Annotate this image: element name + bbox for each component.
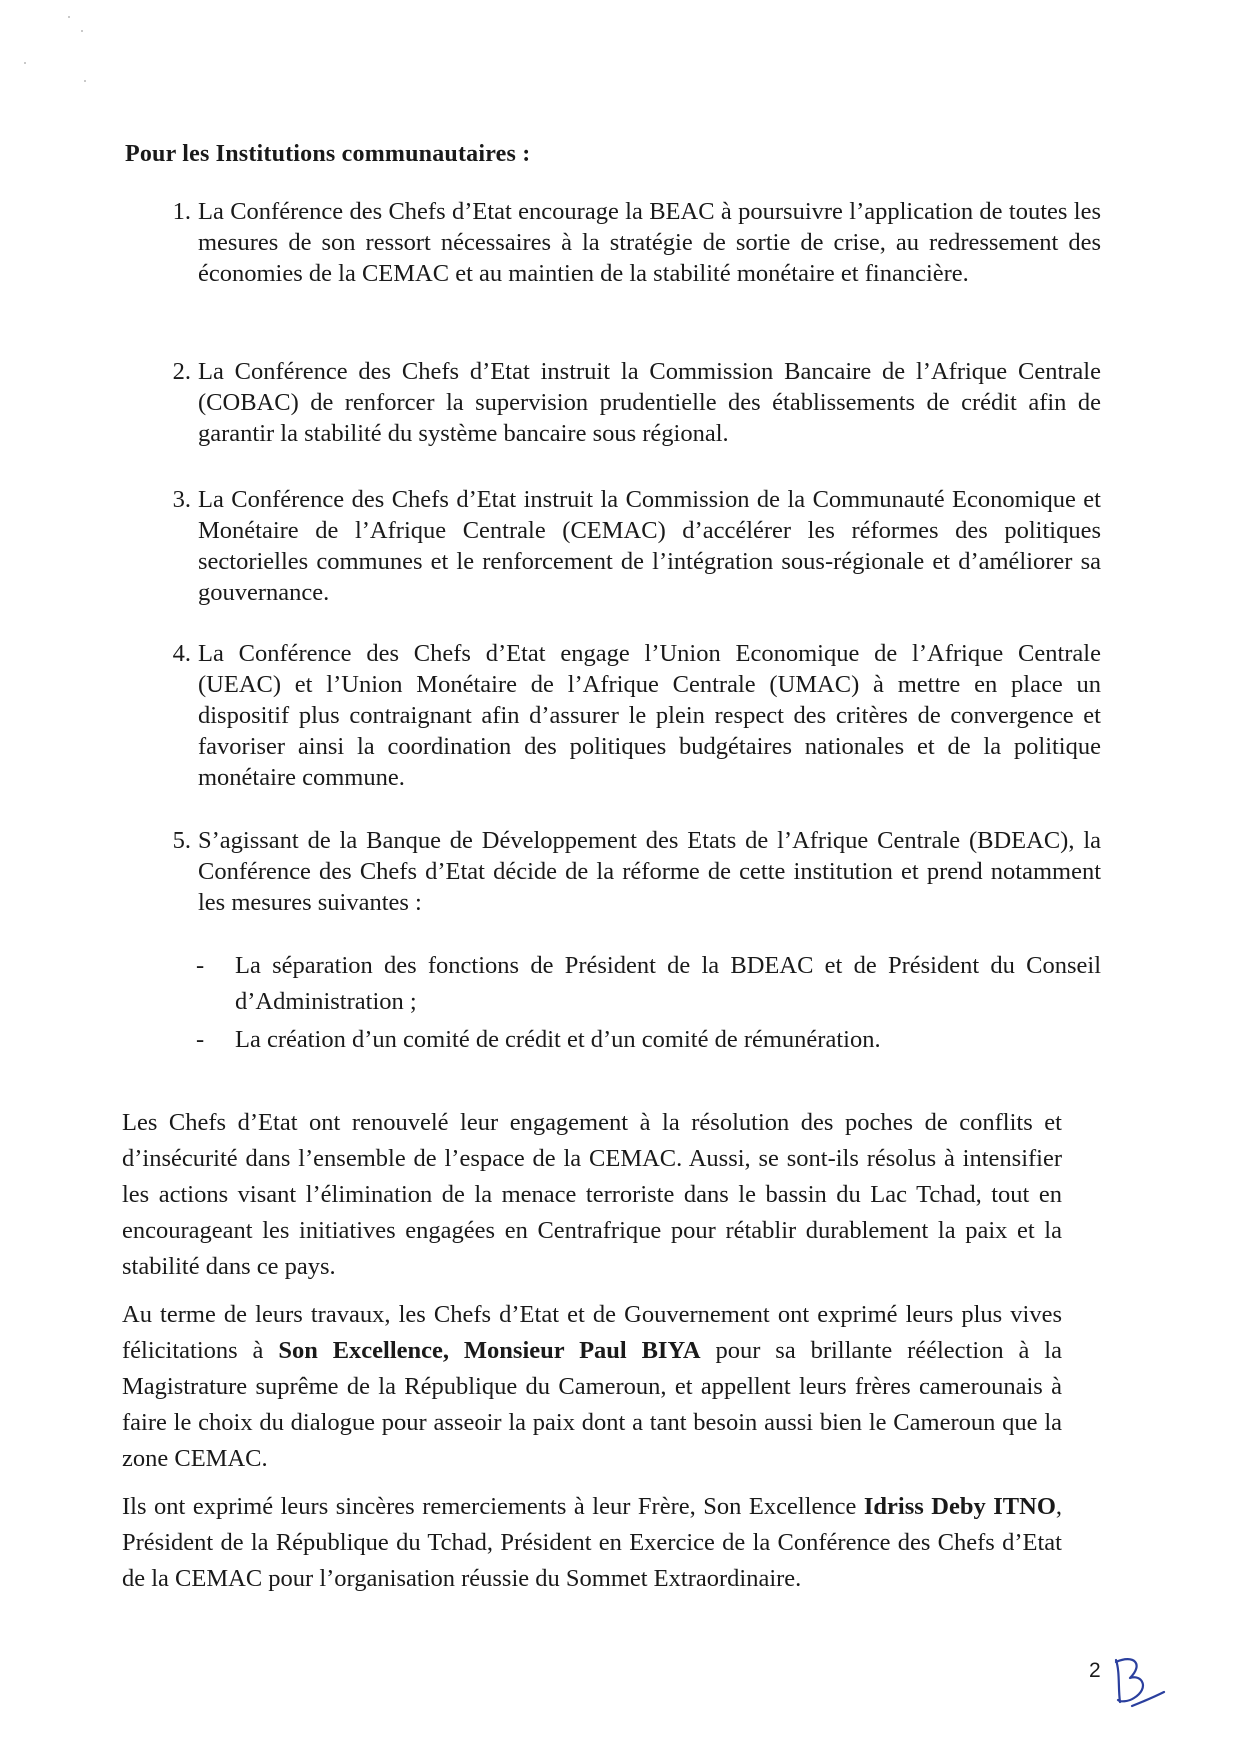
item-number: 3. bbox=[172, 486, 191, 513]
section-heading: Pour les Institutions communautaires : bbox=[125, 141, 531, 167]
item-number: 1. bbox=[172, 198, 191, 225]
paragraph-congratulations bbox=[122, 1297, 1062, 1477]
scan-speck bbox=[84, 80, 86, 82]
paragraph-thanks bbox=[122, 1489, 1062, 1597]
sub-item-1 bbox=[196, 948, 1101, 1020]
paragraph-text: Au terme de leurs travaux, les Chefs d’Etat et de Gouvernement ont exprimé leurs plus vives félicitations à bbox=[122, 1301, 1062, 1364]
numbered-item-3 bbox=[172, 484, 1101, 608]
paragraph-security: Les Chefs d’Etat ont renouvelé leur engagement à la résolution des poches de conflits et d’insécurité dans l’ensemble de l’espace de la CEMAC. Aussi, se sont-ils résolus à intensifier les actions visant l’élimination de la menace terroriste dans le bassin du Lac Tchad, tout en encourageant les initiatives engagées en Centrafrique pour rétablir durablement la paix et la stabilité dans ce pays. bbox=[122, 1109, 1062, 1280]
numbered-item-2 bbox=[172, 356, 1101, 449]
handwritten-initials-icon bbox=[1108, 1652, 1168, 1712]
paragraph-text: Ils ont exprimé leurs sincères remerciements à leur Frère, Son Excellence bbox=[122, 1493, 864, 1520]
sub-item-text: La création d’un comité de crédit et d’un comité de rémunération. bbox=[235, 1026, 881, 1053]
numbered-item-4 bbox=[172, 638, 1101, 793]
item-number: 2. bbox=[172, 358, 191, 385]
numbered-item-1 bbox=[172, 196, 1101, 289]
item-text: S’agissant de la Banque de Développement des Etats de l’Afrique Centrale (BDEAC), la Conférence des Chefs d’Etat décide de la réforme de cette institution et prend notamment les mesures suivantes : bbox=[198, 827, 1101, 916]
page-number: 2 bbox=[1089, 1659, 1101, 1682]
numbered-item-5 bbox=[172, 825, 1101, 918]
dash-bullet: - bbox=[196, 1026, 205, 1053]
dash-bullet: - bbox=[196, 952, 205, 979]
honoree-name: Son Excellence, Monsieur Paul BIYA bbox=[278, 1337, 701, 1364]
item-text: La Conférence des Chefs d’Etat instruit la Commission Bancaire de l’Afrique Centrale (COBAC) de renforcer la supervision prudentielle des établissements de crédit afin de garantir la stabilité du système bancaire sous régional. bbox=[198, 358, 1101, 447]
item-text: La Conférence des Chefs d’Etat encourage la BEAC à poursuivre l’application de toutes les mesures de son ressort nécessaires à la stratégie de sortie de crise, au redressement des économies de la CEMAC et au maintien de la stabilité monétaire et financière. bbox=[198, 198, 1101, 287]
sub-item-2 bbox=[196, 1022, 1101, 1058]
item-text: La Conférence des Chefs d’Etat engage l’Union Economique de l’Afrique Centrale (UEAC) et l’Union Monétaire de l’Afrique Centrale (UMAC) à mettre en place un dispositif plus contraignant afin d’assurer le plein respect des critères de convergence et favoriser ainsi la coordination des politiques budgétaires nationales et de la politique monétaire commune. bbox=[198, 640, 1101, 791]
honoree-name: Idriss Deby ITNO bbox=[863, 1493, 1056, 1520]
scan-speck bbox=[24, 62, 26, 64]
sub-item-text: La séparation des fonctions de Président de la BDEAC et de Président du Conseil d’Administration ; bbox=[235, 952, 1101, 1015]
scan-speck bbox=[68, 16, 70, 18]
paragraph-text: pour sa brillante réélection à la Magistrature suprême de la République du Cameroun, et appellent leurs frères camerounais à faire le choix du dialogue pour asseoir la paix dont a tant besoin aussi bien le Cameroun que la zone CEMAC. bbox=[122, 1337, 1062, 1472]
item-number: 5. bbox=[172, 827, 191, 854]
scan-speck bbox=[81, 30, 83, 32]
paragraph-text: , Président de la République du Tchad, Président en Exercice de la Conférence des Chefs d’Etat de la CEMAC pour l’organisation réussie du Sommet Extraordinaire. bbox=[122, 1493, 1062, 1592]
item-number: 4. bbox=[172, 640, 191, 667]
item-text: La Conférence des Chefs d’Etat instruit la Commission de la Communauté Economique et Monétaire de l’Afrique Centrale (CEMAC) d’accélérer les réformes des politiques sectorielles communes et le renforcement de l’intégration sous-régionale et d’améliorer sa gouvernance. bbox=[198, 486, 1101, 606]
